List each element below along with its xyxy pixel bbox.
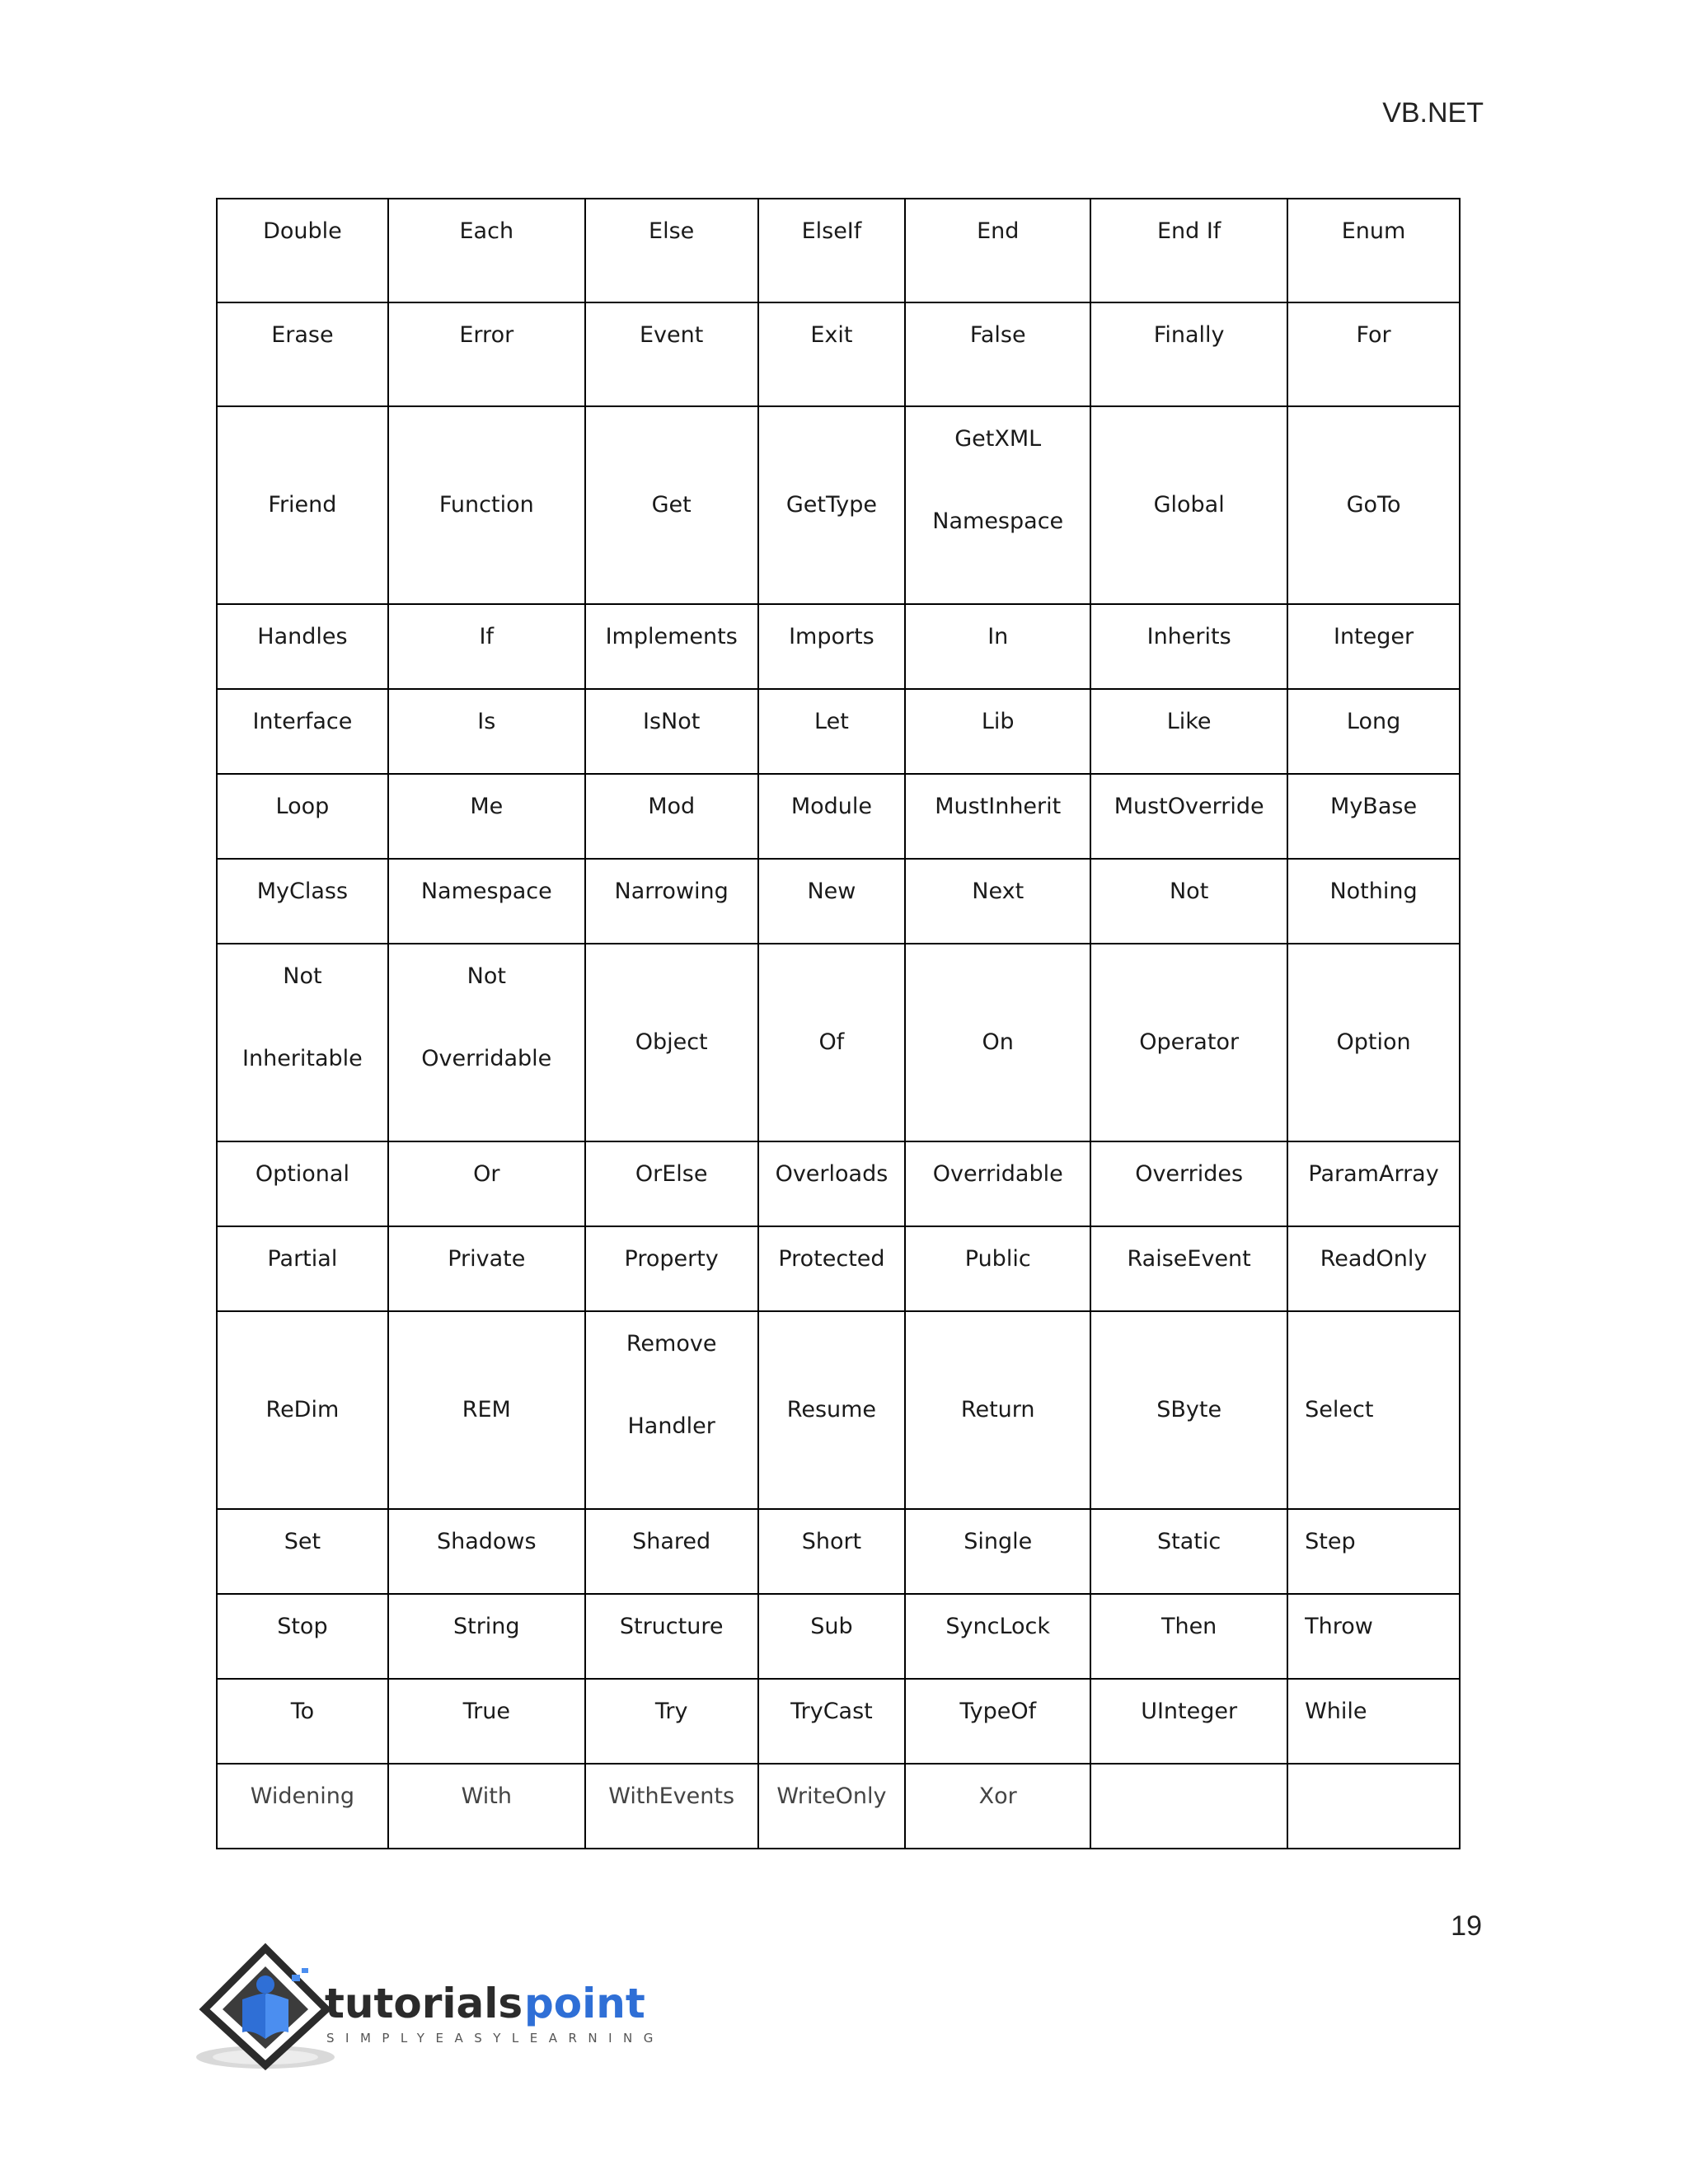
keyword-cell (217, 1594, 388, 1679)
keyword-cell (1287, 944, 1460, 1141)
keyword-text: Not (1169, 879, 1209, 904)
keyword-text: Select (1305, 1397, 1374, 1422)
keyword-text: Implements (605, 624, 738, 649)
keyword-cell (217, 1226, 388, 1311)
keyword-cell (1287, 406, 1460, 604)
keyword-cell (905, 302, 1090, 406)
keyword-cell (1090, 1594, 1287, 1679)
keyword-cell (585, 944, 758, 1141)
keyword-text: On (982, 1029, 1014, 1055)
keyword-text: End (977, 218, 1020, 244)
keyword-cell (905, 1764, 1090, 1849)
keyword-cell (217, 1509, 388, 1594)
running-header: VB.NET (1382, 97, 1484, 129)
keyword-text: TypeOf (959, 1699, 1037, 1724)
table-row (217, 1679, 1460, 1764)
keyword-text: Lib (981, 709, 1015, 734)
keyword-text: Overridable (421, 1046, 552, 1071)
keyword-cell (1090, 859, 1287, 944)
keyword-cell (905, 1311, 1090, 1509)
keyword-text: Private (448, 1246, 526, 1272)
keyword-cell (585, 302, 758, 406)
keyword-cell (585, 1509, 758, 1594)
keyword-cell (1090, 302, 1287, 406)
keyword-cell (388, 1141, 585, 1226)
keyword-cell (758, 1764, 906, 1849)
keyword-text: Of (818, 1029, 845, 1055)
keyword-cell (758, 1226, 906, 1311)
keyword-cell (1287, 302, 1460, 406)
keyword-cell (217, 1311, 388, 1509)
keyword-cell (388, 944, 585, 1141)
keyword-cell (905, 859, 1090, 944)
keyword-text: Return (960, 1397, 1035, 1422)
keyword-cell (905, 944, 1090, 1141)
keyword-cell (1287, 1764, 1460, 1849)
keyword-text: Long (1346, 709, 1401, 734)
keyword-text: Throw (1305, 1614, 1373, 1639)
keyword-cell (758, 689, 906, 774)
tutorialspoint-logo (195, 1942, 656, 2074)
keyword-cell (758, 406, 906, 604)
keyword-cell (905, 604, 1090, 689)
keyword-text: Shared (632, 1529, 711, 1554)
keyword-cell (905, 199, 1090, 302)
keyword-cell (1287, 1509, 1460, 1594)
keyword-cell (905, 1226, 1090, 1311)
keyword-text: Function (438, 492, 534, 518)
keyword-text: Property (624, 1246, 719, 1272)
keyword-cell (388, 604, 585, 689)
table-row (217, 1311, 1460, 1509)
keyword-cell (1287, 1226, 1460, 1311)
keyword-cell (1287, 1141, 1460, 1226)
keyword-cell (388, 199, 585, 302)
keyword-cell (905, 1679, 1090, 1764)
keyword-cell (1090, 774, 1287, 859)
keyword-text: Short (801, 1529, 862, 1554)
keyword-text: Or (473, 1161, 500, 1187)
keyword-cell (1090, 406, 1287, 604)
table-row (217, 604, 1460, 689)
keyword-cell (905, 774, 1090, 859)
table-row (217, 199, 1460, 302)
keyword-text: Handler (627, 1413, 715, 1439)
table-row (217, 689, 1460, 774)
keyword-text: ElseIf (801, 218, 862, 244)
keyword-text: GetType (785, 492, 877, 518)
keyword-cell (388, 1311, 585, 1509)
keyword-cell (217, 944, 388, 1141)
keyword-text: GoTo (1346, 492, 1401, 518)
keyword-cell (1090, 1226, 1287, 1311)
keyword-cell (1287, 774, 1460, 859)
keyword-cell (585, 689, 758, 774)
table-row (217, 1226, 1460, 1311)
keyword-text: If (479, 624, 495, 649)
keyword-text: Remove (626, 1331, 717, 1357)
keyword-text: Sub (810, 1614, 853, 1639)
keyword-text: ReDim (265, 1397, 340, 1422)
keyword-cell (1090, 1509, 1287, 1594)
keyword-text: Widening (250, 1783, 355, 1809)
keyword-text: Double (263, 218, 342, 244)
keyword-text: Inheritable (242, 1046, 363, 1071)
keyword-text: False (969, 322, 1026, 348)
keyword-text: Protected (778, 1246, 885, 1272)
keyword-cell (217, 859, 388, 944)
keyword-cell (388, 859, 585, 944)
keyword-cell (585, 1764, 758, 1849)
keyword-text: Interface (252, 709, 353, 734)
keyword-cell (758, 199, 906, 302)
keyword-cell (585, 199, 758, 302)
table-row (217, 1764, 1460, 1849)
keyword-cell (758, 1311, 906, 1509)
keyword-cell (758, 1509, 906, 1594)
keyword-text: String (452, 1614, 520, 1639)
keyword-cell (1287, 1679, 1460, 1764)
keyword-cell (388, 406, 585, 604)
keyword-cell (388, 1679, 585, 1764)
keyword-text: Static (1157, 1529, 1221, 1554)
keyword-text: OrElse (635, 1161, 708, 1187)
keyword-cell (758, 604, 906, 689)
keyword-cell (758, 1679, 906, 1764)
keyword-text: Overloads (775, 1161, 889, 1187)
keyword-cell (585, 1594, 758, 1679)
keyword-text: Imports (789, 624, 874, 649)
keyword-text: Like (1166, 709, 1212, 734)
keyword-cell (905, 1509, 1090, 1594)
keyword-text: WithEvents (608, 1783, 735, 1809)
keyword-text: Structure (619, 1614, 724, 1639)
keyword-text: Next (972, 879, 1025, 904)
keyword-text: Shadows (436, 1529, 537, 1554)
keyword-text: Inherits (1146, 624, 1231, 649)
keyword-cell (758, 1141, 906, 1226)
table-row (217, 406, 1460, 604)
keyword-cell (1287, 1311, 1460, 1509)
keyword-text: ReadOnly (1320, 1246, 1428, 1272)
keyword-text: Set (284, 1529, 321, 1554)
keyword-text: Option (1336, 1029, 1411, 1055)
page-number: 19 (1451, 1910, 1482, 1942)
keyword-text: Stop (277, 1614, 328, 1639)
table-row (217, 1594, 1460, 1679)
keyword-text: Else (649, 218, 695, 244)
keyword-cell (1090, 1679, 1287, 1764)
keyword-text: End If (1156, 218, 1221, 244)
logo-wordmark-point: point (524, 1980, 645, 2027)
keyword-text: Overrides (1135, 1161, 1244, 1187)
keyword-cell (1287, 859, 1460, 944)
keyword-text: IsNot (642, 709, 701, 734)
keyword-cell (758, 1594, 906, 1679)
keyword-text: Mod (648, 794, 696, 819)
keyword-text: MustInherit (935, 794, 1062, 819)
keyword-cell (388, 1226, 585, 1311)
table-row (217, 1509, 1460, 1594)
keyword-text: Optional (255, 1161, 349, 1187)
keyword-cell (217, 406, 388, 604)
table-row (217, 859, 1460, 944)
keyword-text: Narrowing (614, 879, 729, 904)
keyword-text: Let (814, 709, 849, 734)
keyword-text: TryCast (790, 1699, 873, 1724)
keyword-cell (217, 774, 388, 859)
keyword-text: Event (639, 322, 704, 348)
keyword-text: Nothing (1329, 879, 1418, 904)
keyword-text: New (807, 879, 856, 904)
keyword-text: Xor (978, 1783, 1017, 1809)
keyword-cell (1090, 199, 1287, 302)
keyword-text: Then (1160, 1614, 1217, 1639)
keyword-text: Public (964, 1246, 1031, 1272)
keyword-cell (1287, 604, 1460, 689)
keyword-cell (1287, 689, 1460, 774)
table-row (217, 1141, 1460, 1226)
keyword-text: Erase (271, 322, 334, 348)
keywords-table (216, 198, 1461, 1849)
keyword-text: Try (654, 1699, 688, 1724)
keyword-text: Integer (1333, 624, 1414, 649)
keyword-text: In (987, 624, 1009, 649)
keyword-text: GetXML (954, 426, 1042, 452)
keyword-text: Not (283, 963, 322, 989)
keyword-text: WriteOnly (776, 1783, 887, 1809)
keyword-text: Enum (1341, 218, 1406, 244)
keyword-cell (1090, 1311, 1287, 1509)
keyword-cell (585, 1679, 758, 1764)
keyword-cell (758, 302, 906, 406)
keyword-text: UInteger (1141, 1699, 1238, 1724)
logo-tagline: SIMPLYEASYLEARNING (326, 2031, 656, 2046)
keyword-cell (585, 774, 758, 859)
keyword-text: Operator (1139, 1029, 1240, 1055)
keyword-text: Finally (1153, 322, 1225, 348)
keyword-text: For (1356, 322, 1391, 348)
keyword-cell (585, 1141, 758, 1226)
keyword-cell (905, 1141, 1090, 1226)
keyword-cell (905, 406, 1090, 604)
keyword-text: Object (635, 1029, 708, 1055)
keyword-cell (585, 859, 758, 944)
table-row (217, 944, 1460, 1141)
keyword-text: Namespace (932, 509, 1064, 534)
keyword-text: Single (964, 1529, 1033, 1554)
keyword-cell (758, 944, 906, 1141)
keyword-text: Me (470, 794, 504, 819)
keyword-cell (388, 1764, 585, 1849)
keyword-text: True (462, 1699, 510, 1724)
keyword-text: Overridable (932, 1161, 1063, 1187)
keyword-cell (217, 1764, 388, 1849)
keyword-cell (1090, 689, 1287, 774)
keyword-text: Get (651, 492, 692, 518)
logo-graphic (195, 1942, 656, 2074)
keyword-cell (905, 689, 1090, 774)
keyword-cell (1287, 1594, 1460, 1679)
keyword-cell (388, 302, 585, 406)
keyword-text: While (1305, 1699, 1367, 1724)
keyword-text: Not (467, 963, 506, 989)
keyword-cell (217, 1141, 388, 1226)
keyword-text: Namespace (420, 879, 552, 904)
keyword-cell (758, 774, 906, 859)
keyword-text: MyBase (1330, 794, 1418, 819)
keyword-text: Partial (267, 1246, 338, 1272)
keyword-text: REM (462, 1397, 511, 1422)
keyword-text: Step (1305, 1529, 1356, 1554)
logo-wordmark-tutorials: tutorials (325, 1980, 523, 2027)
keyword-cell (388, 774, 585, 859)
keyword-cell (905, 1594, 1090, 1679)
keyword-text: Exit (810, 322, 853, 348)
keyword-text: Is (477, 709, 496, 734)
keyword-cell (758, 859, 906, 944)
keyword-text: Loop (275, 794, 330, 819)
keyword-cell (585, 406, 758, 604)
keyword-cell (1090, 604, 1287, 689)
keyword-cell (388, 1509, 585, 1594)
keyword-cell (217, 604, 388, 689)
keyword-text: SByte (1156, 1397, 1222, 1422)
keyword-cell (585, 1226, 758, 1311)
keyword-cell (217, 199, 388, 302)
keyword-text: RaiseEvent (1127, 1246, 1251, 1272)
keyword-cell (1287, 199, 1460, 302)
keyword-cell (585, 604, 758, 689)
keyword-cell (1090, 1141, 1287, 1226)
keyword-text: With (461, 1783, 512, 1809)
keyword-text: Friend (268, 492, 337, 518)
keyword-cell (388, 689, 585, 774)
table-row (217, 302, 1460, 406)
keyword-text: Resume (786, 1397, 877, 1422)
keyword-text: SyncLock (945, 1614, 1051, 1639)
keyword-text: Module (790, 794, 873, 819)
keyword-text: Handles (257, 624, 348, 649)
keyword-cell (1090, 944, 1287, 1141)
keyword-cell (1090, 1764, 1287, 1849)
keyword-text: To (290, 1699, 315, 1724)
keyword-cell (585, 1311, 758, 1509)
keyword-text: MyClass (256, 879, 349, 904)
keyword-text: ParamArray (1308, 1161, 1439, 1187)
keyword-text: Each (459, 218, 514, 244)
table-row (217, 774, 1460, 859)
keyword-cell (217, 1679, 388, 1764)
keyword-cell (217, 689, 388, 774)
keyword-cell (217, 302, 388, 406)
keyword-text: Error (459, 322, 514, 348)
keyword-text: Global (1153, 492, 1225, 518)
keyword-cell (388, 1594, 585, 1679)
keyword-text: MustOverride (1114, 794, 1264, 819)
